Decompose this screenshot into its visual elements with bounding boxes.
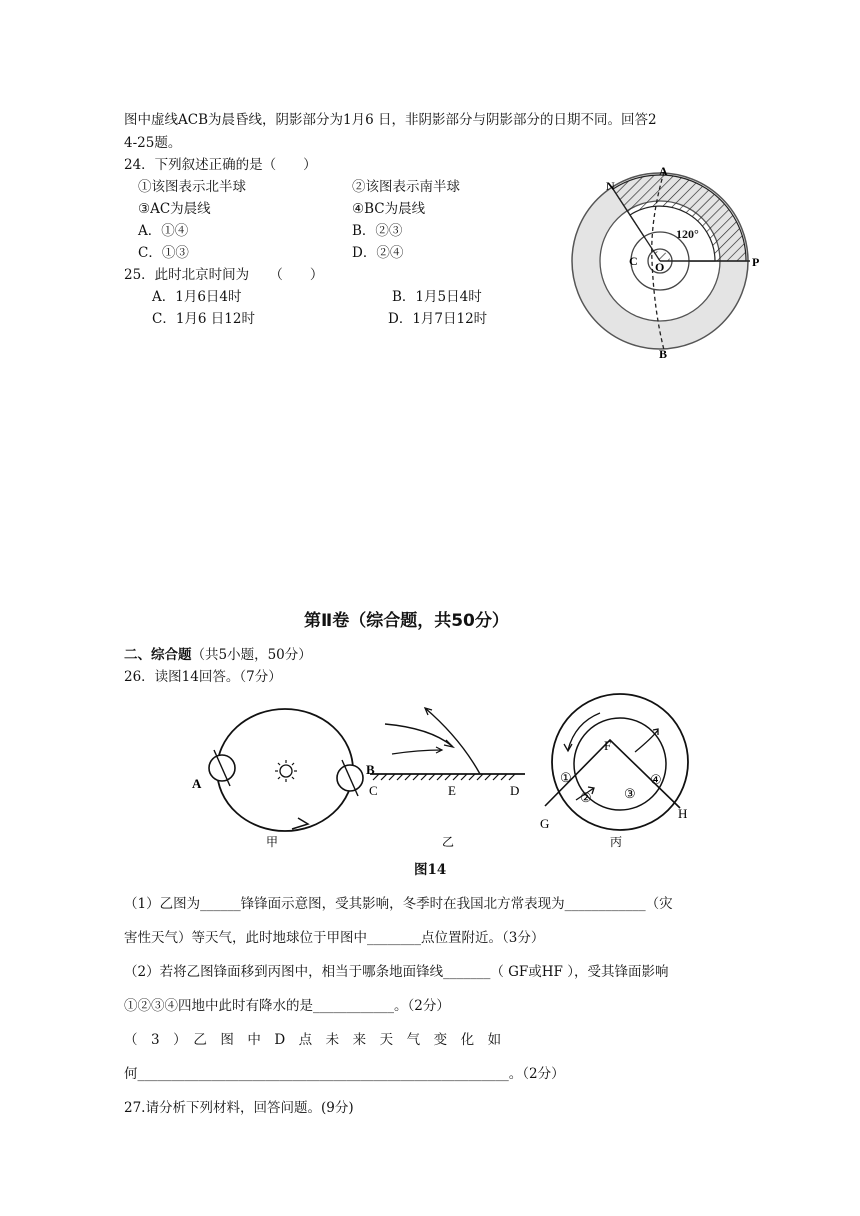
polar-daylight-figure <box>570 160 770 365</box>
q26-part2-line2: ①②③④四地中此时有降水的是____________。（2分） <box>124 998 450 1014</box>
fig14-label-n1: ① <box>560 770 572 785</box>
fig14-label-n3: ③ <box>624 786 636 801</box>
fig14-label-c: C <box>369 783 378 798</box>
q24-stem: 24．下列叙述正确的是（ ） <box>124 157 317 173</box>
q25-stem: 25．此时北京时间为 （ ） <box>124 267 324 283</box>
q25-option-d: D．1月7日12时 <box>388 311 488 327</box>
q27-stem: 27.请分析下列材料，回答问题。(9分) <box>124 1100 354 1116</box>
q24-option-a: A．①④ <box>138 223 189 239</box>
fig14-label-jia: 甲 <box>266 835 279 849</box>
fig-label-b: B <box>659 347 668 361</box>
figure-bing <box>540 694 688 849</box>
figure-14-caption: 图14 <box>414 862 447 878</box>
q26-part3-line2: 何_______________________________________________________。（2分） <box>124 1066 565 1082</box>
fig14-label-bing: 丙 <box>610 835 623 849</box>
q25-option-c: C．1月6 日12时 <box>152 311 255 327</box>
q24-statement-3: ③AC为晨线 <box>138 201 211 217</box>
q24-statement-4: ④BC为晨线 <box>352 201 426 217</box>
q24-option-d: D．②④ <box>352 245 404 261</box>
fig14-label-e: E <box>448 783 456 798</box>
fig-label-angle: 120° <box>676 227 699 241</box>
q24-option-c: C．①③ <box>138 245 189 261</box>
intro-line2: 4-25题。 <box>124 135 182 151</box>
q26-part2-line1: （2）若将乙图锋面移到丙图中，相当于哪条地面锋线_______（ GF或HF ），受其锋面影响 <box>124 964 669 980</box>
fig14-label-n4: ④ <box>650 772 662 787</box>
fig-label-p: P <box>752 255 760 269</box>
fig-label-n: N <box>606 179 615 193</box>
q26-part1-line1: （1）乙图为______锋锋面示意图，受其影响，冬季时在我国北方常表现为____________（灾 <box>124 896 673 912</box>
q24-option-b: B．②③ <box>352 223 403 239</box>
fig14-label-f: F <box>604 738 612 753</box>
intro-line1: 图中虚线ACB为晨昏线，阴影部分为1月6 日，非阴影部分与阴影部分的日期不同。回答2 <box>124 112 657 128</box>
fig-label-a: A <box>659 164 668 178</box>
section2-title: 第Ⅱ卷（综合题，共50分） <box>304 611 509 631</box>
section2-heading-rest: （共5小题，50分） <box>191 647 312 663</box>
q26-part3-line1: （ 3 ） 乙 图 中 D 点 未 来 天 气 变 化 如 <box>124 1032 502 1048</box>
q24-statement-2: ②该图表示南半球 <box>352 179 460 195</box>
fig-label-o: O <box>655 260 665 274</box>
q24-statement-1: ①该图表示北半球 <box>138 179 246 195</box>
fig-label-c: C <box>629 254 638 268</box>
section2-heading-bold: 二、综合题 <box>124 647 192 663</box>
figure-14 <box>180 688 720 853</box>
fig14-label-a: A <box>192 776 202 791</box>
q26-part1-line2: 害性天气）等天气，此时地球位于甲图中________点位置附近。（3分） <box>124 930 545 946</box>
q25-option-b: B．1月5日4时 <box>392 289 482 305</box>
figure-jia <box>192 709 375 849</box>
fig14-label-b: B <box>366 762 375 777</box>
fig14-label-h: H <box>678 806 688 821</box>
section2-heading <box>124 643 312 663</box>
q26-stem: 26．读图14回答。（7分） <box>124 669 282 685</box>
q25-option-a: A．1月6日4时 <box>152 289 242 305</box>
fig14-label-g: G <box>540 816 550 831</box>
figure-yi <box>369 708 525 849</box>
fig14-label-yi: 乙 <box>442 835 455 849</box>
fig14-label-n2: ② <box>580 790 592 805</box>
fig14-label-d: D <box>510 783 520 798</box>
